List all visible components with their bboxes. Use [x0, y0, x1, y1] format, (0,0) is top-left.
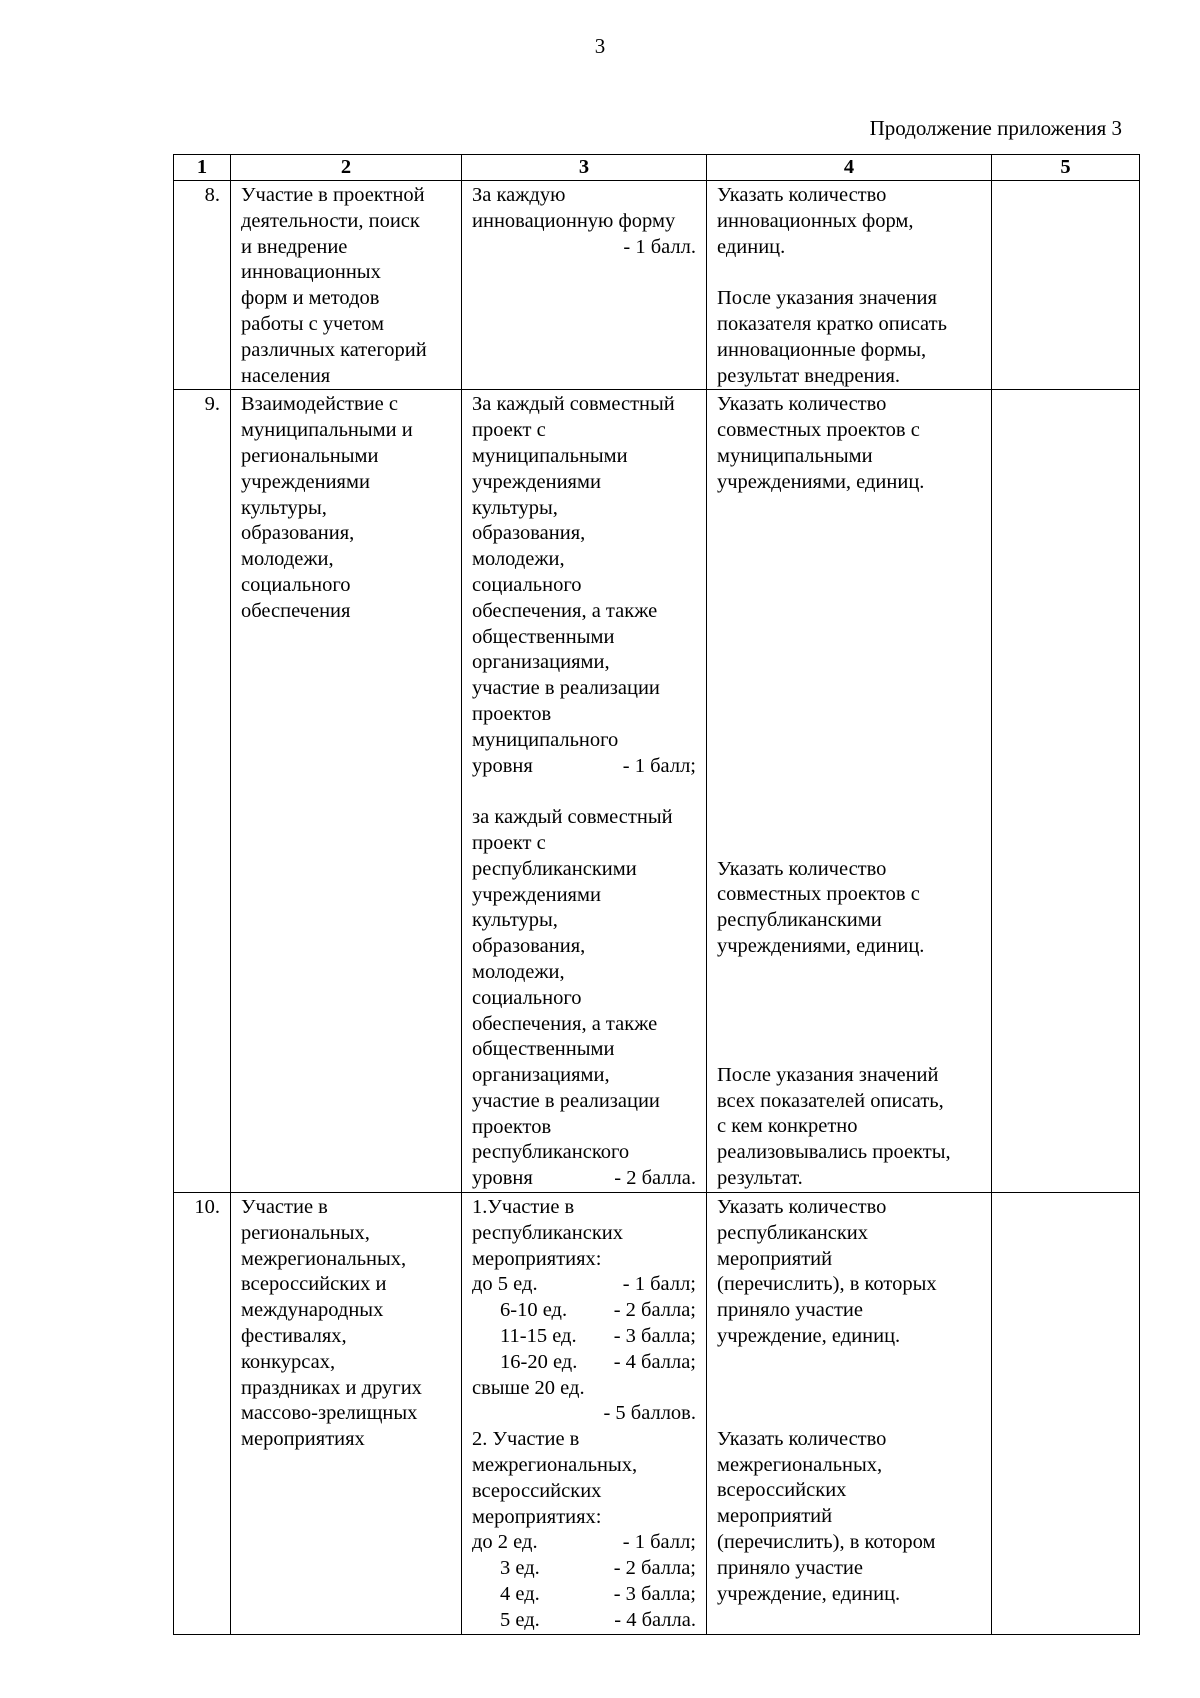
scoring-line: культуры, — [472, 909, 558, 932]
criterion-line: социального — [241, 573, 351, 596]
criterion-cell — [231, 181, 462, 390]
indicator-cell — [707, 1193, 992, 1635]
indicator-line: республиканских — [717, 1221, 869, 1244]
indicator-line: приняло участие — [717, 1299, 863, 1322]
indicator-line: инновационные формы, — [717, 338, 927, 361]
indicator-line: (перечислить), в которых — [717, 1273, 937, 1296]
scoring-line: обеспечения, а также — [472, 599, 658, 622]
tier-points: - 5 баллов. — [603, 1402, 696, 1425]
criterion-line: всероссийских и — [241, 1273, 387, 1296]
criterion-line: учреждениями — [241, 470, 370, 493]
value-cell — [992, 390, 1140, 1193]
scoring-points: - 1 балл. — [623, 235, 696, 258]
indicator-line: всех показателей описать, — [717, 1089, 944, 1112]
criterion-line: региональными — [241, 444, 379, 467]
scoring-line: организациями, — [472, 1064, 610, 1087]
value-cell — [992, 1193, 1140, 1635]
criterion-line: мероприятиях — [241, 1428, 365, 1451]
scoring-line: организациями, — [472, 651, 610, 674]
indicator-line: учреждение, единиц. — [717, 1582, 901, 1605]
criterion-line: форм и методов — [241, 287, 380, 310]
scoring-line: всероссийских — [472, 1479, 602, 1502]
scoring-cell — [462, 390, 707, 1193]
column-header: 2 — [231, 155, 462, 181]
tier-points: - 3 балла; — [613, 1583, 696, 1606]
scoring-cell — [462, 181, 707, 390]
scoring-line: участие в реализации — [472, 1089, 660, 1112]
criterion-line: работы с учетом — [241, 312, 385, 335]
criterion-line: Взаимодействие с — [241, 393, 399, 416]
criterion-line: различных категорий — [241, 338, 427, 361]
indicator-line: результат. — [717, 1166, 803, 1189]
scoring-points: - 1 балл; — [622, 754, 696, 777]
table-row — [174, 390, 1140, 1193]
indicator-line: Указать количество — [717, 393, 887, 416]
indicator-line: Указать количество — [717, 857, 887, 880]
scoring-line: молодежи, — [472, 960, 565, 983]
tier-range: 6-10 ед. — [500, 1299, 568, 1322]
scoring-line: 1.Участие в — [472, 1196, 575, 1219]
criterion-line: региональных, — [241, 1221, 370, 1244]
indicator-line: учреждение, единиц. — [717, 1325, 901, 1348]
indicator-line: совместных проектов с — [717, 419, 920, 442]
criterion-line: обеспечения — [241, 599, 351, 622]
criterion-line: праздниках и других — [241, 1376, 422, 1399]
scoring-line: социального — [472, 986, 582, 1009]
criterion-line: Участие в — [241, 1196, 328, 1219]
tier-range: до 2 ед. — [472, 1531, 538, 1554]
indicator-line: приняло участие — [717, 1556, 863, 1579]
table-header-row — [174, 155, 1140, 181]
scoring-line: социального — [472, 573, 582, 596]
tier-range: 5 ед. — [500, 1608, 540, 1631]
criterion-line: международных — [241, 1299, 384, 1322]
row-number: 8. — [174, 181, 231, 390]
table-row — [174, 181, 1140, 390]
scoring-cell — [462, 1193, 707, 1635]
indicator-line: После указания значений — [717, 1063, 939, 1086]
criterion-line: молодежи, — [241, 548, 334, 571]
tier-points: - 4 балла; — [613, 1350, 696, 1373]
scoring-line: муниципального — [472, 728, 619, 751]
indicator-line: республиканскими — [717, 909, 882, 932]
scoring-line: уровня — [472, 1167, 533, 1190]
scoring-line: республиканского — [472, 1141, 630, 1164]
criterion-line: конкурсах, — [241, 1350, 336, 1373]
criterion-line: межрегиональных, — [241, 1247, 407, 1270]
scoring-line: учреждениями — [472, 470, 601, 493]
indicator-line: учреждениями, единиц. — [717, 934, 925, 957]
column-header: 5 — [992, 155, 1140, 181]
row-number: 10. — [174, 1193, 231, 1635]
scoring-line: проектов — [472, 1115, 552, 1138]
continuation-label: Продолжение приложения 3 — [869, 116, 1122, 140]
scoring-line: проект с — [472, 831, 546, 854]
column-header: 3 — [462, 155, 707, 181]
indicator-line: (перечислить), в котором — [717, 1531, 936, 1554]
tier-range: свыше 20 ед. — [472, 1376, 585, 1399]
criterion-cell — [231, 390, 462, 1193]
indicator-line: мероприятий — [717, 1247, 833, 1270]
table-row — [174, 1193, 1140, 1635]
scoring-line: образования, — [472, 935, 586, 958]
scoring-line: учреждениями — [472, 883, 601, 906]
indicator-line: мероприятий — [717, 1505, 833, 1528]
scoring-line: обеспечения, а также — [472, 1012, 658, 1035]
indicator-line: Указать количество — [717, 184, 887, 206]
scoring-line: мероприятиях: — [472, 1247, 602, 1270]
tier-points: - 1 балл; — [622, 1273, 696, 1296]
criterion-line: образования, — [241, 522, 355, 545]
column-header: 4 — [707, 155, 992, 181]
indicator-line: инновационных форм, — [717, 209, 914, 232]
indicator-line: После указания значения — [717, 287, 937, 310]
criterion-line: муниципальными и — [241, 419, 413, 442]
column-header: 1 — [174, 155, 231, 181]
page-number: 3 — [594, 34, 606, 58]
indicator-line: результат внедрения. — [717, 364, 901, 387]
criterion-line: фестивалях, — [241, 1325, 347, 1348]
tier-points: - 4 балла. — [614, 1608, 696, 1631]
scoring-line: общественными — [472, 1038, 615, 1061]
criterion-line: Участие в проектной — [241, 184, 425, 206]
tier-points: - 2 балла; — [613, 1557, 696, 1580]
indicator-line: показателя кратко описать — [717, 312, 947, 335]
scoring-line: проектов — [472, 702, 552, 725]
tier-range: 3 ед. — [500, 1557, 540, 1580]
tier-range: 11-15 ед. — [500, 1325, 577, 1348]
indicator-line: с кем конкретно — [717, 1115, 858, 1138]
criterion-line: деятельности, поиск — [241, 209, 420, 232]
indicator-line: учреждениями, единиц. — [717, 470, 925, 493]
criterion-line: и внедрение — [241, 235, 348, 258]
scoring-line: уровня — [472, 754, 533, 777]
value-cell — [992, 181, 1140, 390]
scoring-line: за каждый совместный — [472, 806, 673, 829]
indicator-line: единиц. — [717, 235, 786, 258]
indicator-cell — [707, 390, 992, 1193]
indicator-line: Указать количество — [717, 1427, 887, 1450]
tier-range: до 5 ед. — [472, 1273, 538, 1296]
scoring-line: 2. Участие в — [472, 1428, 580, 1451]
criterion-line: инновационных — [241, 261, 381, 284]
indicator-cell — [707, 181, 992, 390]
scoring-line: За каждую — [472, 184, 566, 206]
tier-range: 16-20 ед. — [500, 1350, 578, 1373]
indicator-line: совместных проектов с — [717, 883, 920, 906]
criterion-cell — [231, 1193, 462, 1635]
indicator-line: всероссийских — [717, 1479, 847, 1502]
tier-points: - 2 балла; — [613, 1299, 696, 1322]
criterion-line: массово-зрелищных — [241, 1402, 418, 1425]
indicator-line: межрегиональных, — [717, 1453, 883, 1476]
tier-points: - 1 балл; — [622, 1531, 696, 1554]
scoring-line: культуры, — [472, 496, 558, 519]
tier-range: 4 ед. — [500, 1583, 540, 1606]
scoring-line: За каждый совместный — [472, 393, 675, 416]
scoring-points: - 2 балла. — [614, 1167, 696, 1190]
scoring-line: республиканских — [472, 1221, 624, 1244]
indicator-line: реализовывались проекты, — [717, 1141, 951, 1164]
indicator-line: Указать количество — [717, 1196, 887, 1219]
scoring-line: молодежи, — [472, 548, 565, 571]
scoring-line: республиканскими — [472, 857, 637, 880]
scoring-line: образования, — [472, 522, 586, 545]
scoring-line: участие в реализации — [472, 677, 660, 700]
scoring-line: муниципальными — [472, 444, 628, 467]
tier-points: - 3 балла; — [613, 1325, 696, 1348]
scoring-line: инновационную форму — [472, 209, 676, 232]
scoring-line: проект с — [472, 419, 546, 442]
criteria-table — [173, 154, 1140, 1635]
criterion-line: культуры, — [241, 496, 327, 519]
scoring-line: общественными — [472, 625, 615, 648]
scoring-line: мероприятиях: — [472, 1505, 602, 1528]
criterion-line: населения — [241, 364, 331, 387]
scoring-line: межрегиональных, — [472, 1454, 638, 1477]
row-number: 9. — [174, 390, 231, 1193]
indicator-line: муниципальными — [717, 444, 873, 467]
